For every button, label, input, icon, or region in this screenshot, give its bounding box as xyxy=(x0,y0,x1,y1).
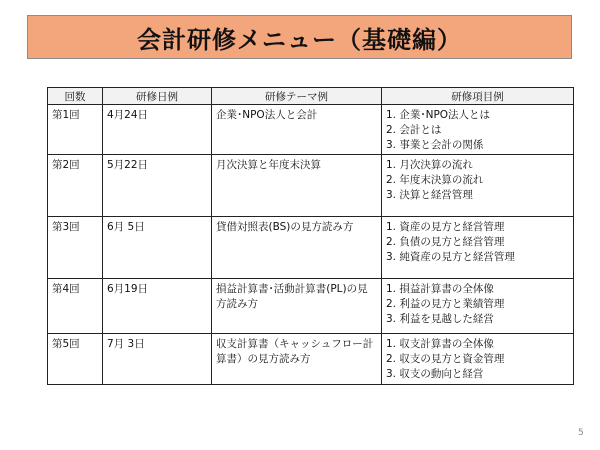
list-item: 1. 収支計算書の全体像 xyxy=(386,338,494,350)
header-date: 研修日例 xyxy=(103,88,212,105)
session-cell: 第3回 xyxy=(48,217,103,279)
session-cell: 第1回 xyxy=(48,105,103,155)
date-cell: 6月 5日 xyxy=(103,217,212,279)
list-item: 1. 資産の見方と経営管理 xyxy=(386,221,505,233)
training-schedule-table xyxy=(47,87,574,385)
list-item: 1. 月次決算の流れ xyxy=(386,159,473,171)
session-cell: 第2回 xyxy=(48,155,103,217)
list-item: 2. 会計とは xyxy=(386,124,442,136)
table-header-row xyxy=(48,88,574,105)
items-cell xyxy=(382,334,574,385)
list-item: 1. 損益計算書の全体像 xyxy=(386,283,494,295)
table-row xyxy=(48,155,574,217)
table-row xyxy=(48,279,574,334)
items-cell xyxy=(382,105,574,155)
list-item: 3. 事業と会計の関係 xyxy=(386,139,484,151)
list-item: 1. 企業･NPO法人とは xyxy=(386,109,491,121)
table-row xyxy=(48,105,574,155)
list-item: 2. 年度末決算の流れ xyxy=(386,174,484,186)
theme-cell: 企業･NPO法人と会計 xyxy=(212,105,382,155)
theme-cell: 貸借対照表(BS)の見方読み方 xyxy=(212,217,382,279)
date-cell: 7月 3日 xyxy=(103,334,212,385)
list-item: 3. 利益を見越した経営 xyxy=(386,313,494,325)
theme-cell: 収支計算書（キャッシュフロー計算書）の見方読み方 xyxy=(212,334,382,385)
list-item: 2. 利益の見方と業績管理 xyxy=(386,298,505,310)
list-item: 2. 負債の見方と経営管理 xyxy=(386,236,505,248)
header-session: 回数 xyxy=(48,88,103,105)
list-item: 3. 決算と経営管理 xyxy=(386,189,473,201)
header-items: 研修項目例 xyxy=(382,88,574,105)
page-number: 5 xyxy=(578,428,584,438)
date-cell: 5月22日 xyxy=(103,155,212,217)
list-item: 3. 収支の動向と経営 xyxy=(386,368,484,380)
theme-cell: 損益計算書･活動計算書(PL)の見方読み方 xyxy=(212,279,382,334)
items-cell xyxy=(382,217,574,279)
items-cell xyxy=(382,279,574,334)
header-theme: 研修テーマ例 xyxy=(212,88,382,105)
list-item: 2. 収支の見方と資金管理 xyxy=(386,353,505,365)
session-cell: 第5回 xyxy=(48,334,103,385)
items-cell xyxy=(382,155,574,217)
date-cell: 4月24日 xyxy=(103,105,212,155)
table-row xyxy=(48,334,574,385)
table-row xyxy=(48,217,574,279)
date-cell: 6月19日 xyxy=(103,279,212,334)
session-cell: 第4回 xyxy=(48,279,103,334)
theme-cell: 月次決算と年度末決算 xyxy=(212,155,382,217)
slide-title: 会計研修メニュー（基礎編） xyxy=(27,15,572,59)
list-item: 3. 純資産の見方と経営管理 xyxy=(386,251,515,263)
